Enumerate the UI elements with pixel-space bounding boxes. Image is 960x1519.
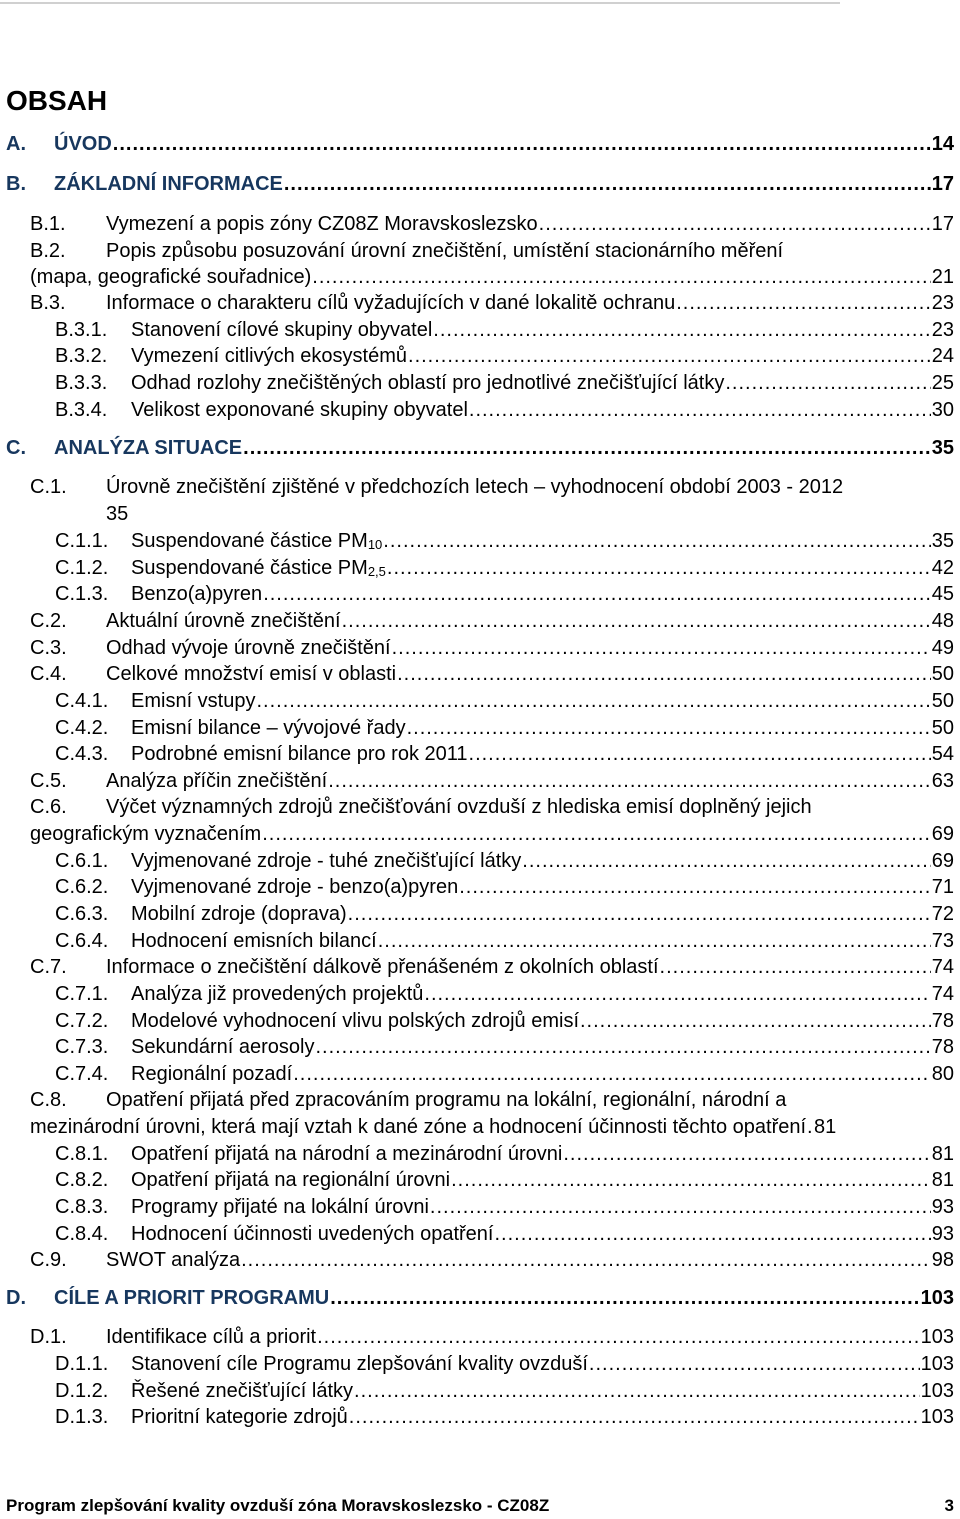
toc-title-line2: geografickým vyznačením xyxy=(30,823,262,845)
toc-number: C.5. xyxy=(30,770,67,792)
toc-page: 17 xyxy=(931,173,954,195)
page-title: OBSAH xyxy=(6,85,108,116)
toc-number: C.6.4. xyxy=(55,930,109,952)
toc-title: Hodnocení emisních bilancí xyxy=(131,930,377,952)
toc-page: 54 xyxy=(931,743,954,765)
toc-number: B. xyxy=(6,173,26,195)
toc-leader xyxy=(807,1115,813,1139)
toc-title: Programy přijaté na lokální úrovni xyxy=(131,1196,429,1218)
toc-number: D.1.1. xyxy=(55,1353,109,1375)
toc-number: B.2. xyxy=(30,240,66,262)
toc-title: Prioritní kategorie zdrojů xyxy=(131,1406,348,1428)
toc-page: 103 xyxy=(920,1380,954,1402)
toc-title: Analýza příčin znečištění xyxy=(106,770,328,792)
toc-number: C.7.3. xyxy=(55,1036,109,1058)
toc-title: Vyjmenované zdroje - benzo(a)pyren xyxy=(131,876,459,898)
toc-number: C.7. xyxy=(30,956,67,978)
toc-page: 69 xyxy=(931,823,954,845)
toc-title-line2: mezinárodní úrovni, která mají vztah k dané zóne a hodnocení účinnosti těchto opatření xyxy=(30,1116,807,1138)
toc-page: 80 xyxy=(931,1063,954,1085)
toc-leader xyxy=(469,398,931,422)
page-footer xyxy=(6,1496,954,1516)
toc-number: B.3.2. xyxy=(55,345,108,367)
toc-leader xyxy=(113,132,931,156)
toc-leader xyxy=(348,902,931,926)
toc-title: Celkové množství emisí v oblasti xyxy=(106,663,397,685)
toc-leader xyxy=(392,636,931,660)
toc-page: 25 xyxy=(931,372,954,394)
toc-leader xyxy=(342,609,931,633)
toc-leader xyxy=(262,822,931,846)
toc-page: 49 xyxy=(931,637,954,659)
toc-number: C.4.1. xyxy=(55,690,109,712)
toc-page: 71 xyxy=(931,876,954,898)
toc-title: Benzo(a)pyren xyxy=(131,583,263,605)
toc-page: 81 xyxy=(814,1116,837,1138)
toc-number: C.8.3. xyxy=(55,1196,109,1218)
toc-page: 35 xyxy=(931,437,954,459)
toc-page: 23 xyxy=(931,319,954,341)
toc-title: Suspendované částice $PM_{10}$ xyxy=(131,530,383,552)
toc-leader xyxy=(256,689,930,713)
toc-page: 23 xyxy=(931,292,954,314)
toc-number: C.7.4. xyxy=(55,1063,109,1085)
toc-number: B.3.3. xyxy=(55,372,108,394)
toc-title: Opatření přijatá na národní a mezinárodní úrovni xyxy=(131,1143,563,1165)
toc-title: Stanovení cíle Programu zlepšování kvality ovzduší xyxy=(131,1353,588,1375)
toc-title: Vymezení a popis zóny CZ08Z Moravskoslezsko xyxy=(106,213,538,235)
toc-leader xyxy=(660,955,931,979)
toc-title: Odhad vývoje úrovně znečištění xyxy=(106,637,391,659)
toc-number: C. xyxy=(6,437,26,459)
toc-title: ZÁKLADNÍ INFORMACE xyxy=(54,173,283,195)
toc-leader xyxy=(315,1035,930,1059)
toc-title: Modelové vyhodnocení vlivu polských zdrojů emisí xyxy=(131,1010,579,1032)
toc-page: 50 xyxy=(931,717,954,739)
subscript: 2,5 xyxy=(367,564,386,579)
toc-page: 69 xyxy=(931,850,954,872)
toc-title: Úrovně znečištění zjištěné v předchozích letech – vyhodnocení období 2003 - 2012 xyxy=(106,476,844,498)
toc-leader xyxy=(494,1222,930,1246)
toc-leader xyxy=(317,1325,920,1349)
toc-title: Odhad rozlohy znečištěných oblastí pro jednotlivé znečišťující látky xyxy=(131,372,725,394)
toc-number: C.8.2. xyxy=(55,1169,109,1191)
toc-number: D.1.2. xyxy=(55,1380,109,1402)
toc-title: Sekundární aerosoly xyxy=(131,1036,315,1058)
toc-page: 72 xyxy=(931,903,954,925)
toc-page: 74 xyxy=(931,983,954,1005)
toc-number: C.6.2. xyxy=(55,876,109,898)
toc-leader xyxy=(676,291,931,315)
toc-number: C.8.1. xyxy=(55,1143,109,1165)
toc-leader xyxy=(387,556,931,580)
toc-title: SWOT analýza xyxy=(106,1249,241,1271)
toc-leader xyxy=(330,1286,919,1310)
toc-leader xyxy=(433,318,930,342)
toc-leader xyxy=(424,982,930,1006)
toc-number: C.4.2. xyxy=(55,717,109,739)
toc-number: D.1. xyxy=(30,1326,67,1348)
toc-title: Podrobné emisní bilance pro rok 2011 xyxy=(131,743,468,765)
toc-page: 14 xyxy=(931,133,954,155)
toc-number: C.6. xyxy=(30,796,67,818)
toc-number: C.6.1. xyxy=(55,850,109,872)
toc-number: C.9. xyxy=(30,1249,67,1271)
toc-number: C.8. xyxy=(30,1089,67,1111)
toc-number: C.3. xyxy=(30,637,67,659)
toc-leader xyxy=(430,1195,931,1219)
toc-page: 50 xyxy=(931,663,954,685)
toc-leader xyxy=(459,875,931,899)
toc-title: Hodnocení účinnosti uvedených opatření xyxy=(131,1223,494,1245)
toc-page: 45 xyxy=(931,583,954,605)
toc-leader xyxy=(451,1168,931,1192)
toc-leader xyxy=(408,344,931,368)
toc-title: Vymezení citlivých ekosystémů xyxy=(131,345,408,367)
toc-title-line1: Popis způsobu posuzování úrovní znečištění, umístění stacionárního měření xyxy=(106,240,784,262)
toc-page: 50 xyxy=(931,690,954,712)
toc-leader xyxy=(284,172,931,196)
toc-page: 81 xyxy=(931,1169,954,1191)
toc-page: 103 xyxy=(920,1406,954,1428)
toc-title: CÍLE A PRIORIT PROGRAMU xyxy=(54,1287,330,1309)
toc-number: B.3. xyxy=(30,292,66,314)
toc-leader xyxy=(539,212,931,236)
toc-number: C.1.3. xyxy=(55,583,109,605)
toc-page: 35 xyxy=(106,503,129,525)
toc-number: B.3.1. xyxy=(55,319,108,341)
toc-leader xyxy=(589,1352,920,1376)
toc-page: 21 xyxy=(931,266,954,288)
toc-page: 63 xyxy=(931,770,954,792)
toc-title: Identifikace cílů a priorit xyxy=(106,1326,317,1348)
toc-page: 98 xyxy=(931,1249,954,1271)
toc-title: Aktuální úrovně znečištění xyxy=(106,610,341,632)
toc-page: 103 xyxy=(920,1287,954,1309)
toc-title: Emisní vstupy xyxy=(131,690,256,712)
subscript: 10 xyxy=(367,537,383,552)
toc-page: 81 xyxy=(931,1143,954,1165)
toc-number: C.7.2. xyxy=(55,1010,109,1032)
toc-number: C.7.1. xyxy=(55,983,109,1005)
toc-title: Opatření přijatá na regionální úrovni xyxy=(131,1169,451,1191)
toc-leader xyxy=(563,1142,930,1166)
toc-leader xyxy=(580,1009,931,1033)
toc-number: B.3.4. xyxy=(55,399,108,421)
toc-number: C.4.3. xyxy=(55,743,109,765)
toc-title: Suspendované částice $PM_{2,5}$ xyxy=(131,557,386,579)
toc-page: 93 xyxy=(931,1196,954,1218)
toc-page: 93 xyxy=(931,1223,954,1245)
footer-page-number: 3 xyxy=(944,1496,954,1515)
toc-leader xyxy=(378,929,931,953)
toc-page: 103 xyxy=(920,1326,954,1348)
toc-page: 78 xyxy=(931,1036,954,1058)
toc-number: C.2. xyxy=(30,610,67,632)
toc-title: Mobilní zdroje (doprava) xyxy=(131,903,347,925)
toc-number: C.6.3. xyxy=(55,903,109,925)
footer-title: Program zlepšování kvality ovzduší zóna Moravskoslezsko - CZ08Z xyxy=(6,1496,550,1515)
toc-page: 24 xyxy=(931,345,954,367)
toc-title-line1: Výčet významných zdrojů znečišťování ovzduší z hlediska emisí doplněný jejich xyxy=(106,796,812,818)
toc-number: C.1.2. xyxy=(55,557,109,579)
toc-leader xyxy=(263,582,931,606)
toc-leader xyxy=(241,1248,931,1272)
toc-title: Informace o znečištění dálkově přenášeném z okolních oblastí xyxy=(106,956,659,978)
toc-page: 73 xyxy=(931,930,954,952)
toc-page: 42 xyxy=(931,557,954,579)
toc-page: 35 xyxy=(931,530,954,552)
toc-number: C.8.4. xyxy=(55,1223,109,1245)
toc-title: ANALÝZA SITUACE xyxy=(54,437,243,459)
toc-leader xyxy=(383,529,930,553)
toc-page: 103 xyxy=(920,1353,954,1375)
toc-title: Velikost exponované skupiny obyvatel xyxy=(131,399,468,421)
toc-page: 48 xyxy=(931,610,954,632)
toc-number: C.1.1. xyxy=(55,530,109,552)
toc-leader xyxy=(293,1062,931,1086)
toc-title: Stanovení cílové skupiny obyvatel xyxy=(131,319,433,341)
toc-page: 74 xyxy=(931,956,954,978)
toc-title-line2: (mapa, geografické souřadnice) xyxy=(30,266,312,288)
toc-title: Řešené znečišťující látky xyxy=(131,1380,354,1402)
toc-page: 17 xyxy=(931,213,954,235)
toc-leader xyxy=(349,1405,920,1429)
toc-title: Informace o charakteru cílů vyžadujících v dané lokalitě ochranu xyxy=(106,292,676,314)
toc-page: 78 xyxy=(931,1010,954,1032)
toc-leader xyxy=(407,716,931,740)
toc-number: A. xyxy=(6,133,26,155)
toc-number: B.1. xyxy=(30,213,66,235)
toc-title-line1: Opatření přijatá před zpracováním programu na lokální, regionální, národní a xyxy=(106,1089,787,1111)
top-rule xyxy=(0,2,840,4)
toc-leader xyxy=(397,662,931,686)
toc-title: Vyjmenované zdroje - tuhé znečišťující látky xyxy=(131,850,522,872)
toc-page: 30 xyxy=(931,399,954,421)
toc-leader xyxy=(725,371,930,395)
toc-number: D. xyxy=(6,1287,26,1309)
toc-number: D.1.3. xyxy=(55,1406,109,1428)
toc-title: Analýza již provedených projektů xyxy=(131,983,424,1005)
toc-leader xyxy=(522,849,930,873)
toc-title: Emisní bilance – vývojové řady xyxy=(131,717,406,739)
toc-leader xyxy=(469,742,931,766)
toc-leader xyxy=(328,769,931,793)
toc-leader xyxy=(312,265,930,289)
toc-leader xyxy=(354,1379,920,1403)
toc-title: Regionální pozadí xyxy=(131,1063,293,1085)
toc-title: ÚVOD xyxy=(54,133,112,155)
toc-number: C.1. xyxy=(30,476,67,498)
toc-number: C.4. xyxy=(30,663,67,685)
toc-leader xyxy=(243,436,931,460)
